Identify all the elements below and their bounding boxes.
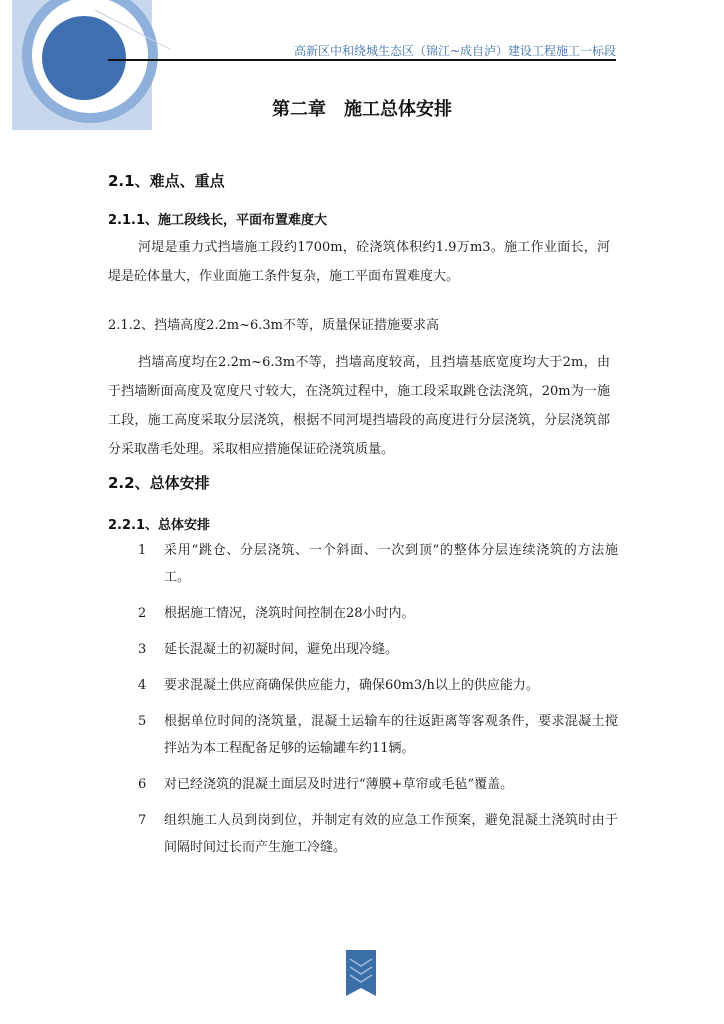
arrangement-list bbox=[138, 537, 618, 870]
chapter-title: 第二章 施工总体安排 bbox=[272, 99, 452, 120]
header-rule bbox=[108, 59, 616, 61]
list-item bbox=[138, 537, 618, 591]
page-marker-icon bbox=[346, 950, 376, 996]
subsection-heading-2-2-1: 2.2.1、总体安排 bbox=[108, 518, 211, 533]
list-item-text: 要求混凝土供应商确保供应能力，确保60m3/h以上的供应能力。 bbox=[164, 678, 539, 693]
list-item-text: 根据单位时间的浇筑量，混凝土运输车的往返距离等客观条件，要求混凝土搅拌站为本工程配备足够的运输罐车约11辆。 bbox=[164, 714, 618, 756]
list-item-text: 根据施工情况，浇筑时间控制在28小时内。 bbox=[164, 606, 415, 621]
list-item-number: 6 bbox=[138, 777, 147, 792]
list-item-number: 2 bbox=[138, 606, 147, 621]
header-project-title: 高新区中和绕城生态区（锦江~成自泸）建设工程施工一标段 bbox=[293, 44, 616, 58]
list-item bbox=[138, 636, 618, 663]
list-item-text: 组织施工人员到岗到位，并制定有效的应急工作预案，避免混凝土浇筑时由于间隔时间过长而产生施工冷缝。 bbox=[164, 813, 618, 855]
list-item-number: 5 bbox=[138, 714, 147, 729]
list-item-number: 3 bbox=[138, 642, 147, 657]
section-heading-2-1: 2.1、难点、重点 bbox=[108, 172, 225, 190]
subsection-heading-2-1-1: 2.1.1、施工段线长，平面布置难度大 bbox=[108, 213, 328, 228]
list-item bbox=[138, 708, 618, 762]
list-item-number: 7 bbox=[138, 813, 147, 828]
paragraph-2-1-2: 挡墙高度均在2.2m~6.3m不等，挡墙高度较高，且挡墙基底宽度均大于2m，由于挡墙断面高度及宽度尺寸较大，在浇筑过程中，施工段采取跳仓法浇筑，20m为一施工段，施工高度采取分层浇筑，根据不同河堤挡墙段的高度进行分层浇筑，分层浇筑部分采取凿毛处理。采取相应措施保证砼浇筑质量。 bbox=[108, 355, 610, 457]
list-item bbox=[138, 771, 618, 798]
list-item bbox=[138, 600, 618, 627]
list-item bbox=[138, 807, 618, 861]
list-item bbox=[138, 672, 618, 699]
list-item-text: 对已经浇筑的混凝土面层及时进行“薄膜+草帘或毛毡”覆盖。 bbox=[164, 777, 514, 792]
list-item-text: 延长混凝土的初凝时间，避免出现冷缝。 bbox=[164, 642, 399, 657]
section-heading-2-2: 2.2、总体安排 bbox=[108, 474, 210, 492]
list-item-text: 采用“跳仓、分层浇筑、一个斜面、一次到顶”的整体分层连续浇筑的方法施工。 bbox=[164, 543, 618, 585]
subsection-heading-2-1-2: 2.1.2、挡墙高度2.2m~6.3m不等，质量保证措施要求高 bbox=[108, 318, 439, 333]
paragraph-2-1-1: 河堤是重力式挡墙施工段约1700m，砼浇筑体积约1.9万m3。施工作业面长，河堤是砼体量大，作业面施工条件复杂，施工平面布置难度大。 bbox=[108, 240, 610, 284]
list-item-number: 4 bbox=[138, 678, 147, 693]
list-item-number: 1 bbox=[138, 543, 147, 558]
